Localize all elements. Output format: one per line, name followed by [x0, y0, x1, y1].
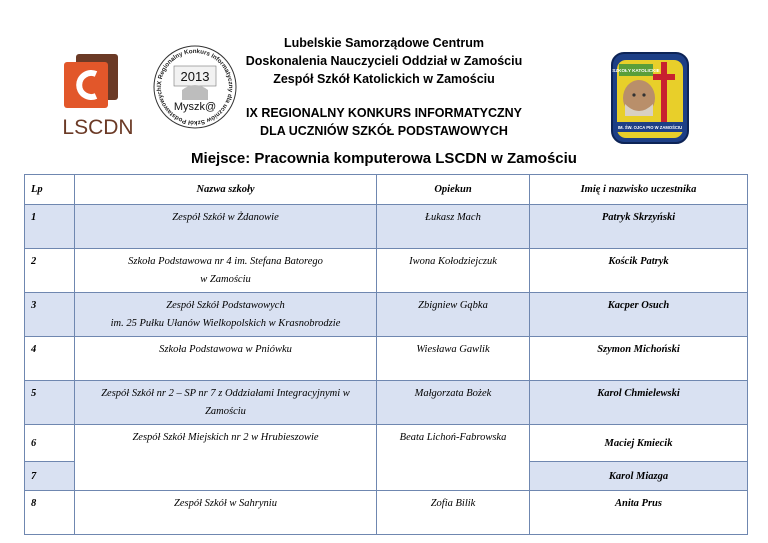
row-student: Kościk Patryk: [530, 249, 748, 293]
row-school: Zespół Szkół Podstawowych im. 25 Pułku Ułanów Wielkopolskich w Krasnobrodzie: [75, 293, 377, 337]
contest-stamp-logo: [152, 44, 238, 130]
row-teacher: Zofia Bilik: [377, 491, 530, 535]
table-row: [25, 425, 748, 462]
header-teacher: Opiekun: [377, 175, 530, 205]
header-contest-subtitle: DLA UCZNIÓW SZKÓŁ PODSTAWOWYCH: [260, 124, 508, 138]
header-institution-line1: Lubelskie Samorządowe Centrum: [283, 36, 485, 50]
school-banner-text: IM. ŚW. OJCA PIO W ZAMOŚCIU: [617, 125, 683, 130]
row-school: Zespół Szkół w Sahryniu: [75, 491, 377, 535]
row-lp: 8: [25, 491, 75, 535]
row-lp: 2: [25, 249, 75, 293]
table-row: [25, 491, 748, 535]
row-student: Patryk Skrzyński: [530, 205, 748, 249]
row-student: Szymon Michoński: [530, 337, 748, 381]
participants-table: [24, 174, 748, 535]
row-student: Kacper Osuch: [530, 293, 748, 337]
header-lp: Lp: [25, 175, 75, 205]
row-school: Szkoła Podstawowa nr 4 im. Stefana Batorego w Zamościu: [75, 249, 377, 293]
row-lp: 1: [25, 205, 75, 249]
row-student: Maciej Kmiecik: [530, 425, 748, 462]
row-teacher: Beata Lichoń-Fabrowska: [377, 425, 530, 491]
row-lp: 5: [25, 381, 75, 425]
stamp-name: Myszk@: [173, 101, 217, 113]
stamp-year: 2013: [180, 69, 210, 84]
row-lp: 3: [25, 293, 75, 337]
row-student: Anita Prus: [530, 491, 748, 535]
lscdn-logo-text: LSCDN: [62, 116, 134, 139]
lscdn-logo: [50, 52, 146, 140]
row-lp: 4: [25, 337, 75, 381]
row-teacher: Zbigniew Gąbka: [377, 293, 530, 337]
table-row: [25, 249, 748, 293]
header-contest-title: IX REGIONALNY KONKURS INFORMATYCZNY: [246, 106, 522, 120]
header-student: Imię i nazwisko uczestnika: [530, 175, 748, 205]
venue-title: Miejsce: Pracownia komputerowa LSCDN w Zamościu: [191, 150, 577, 167]
school-badge-text: SZKOŁY KATOLICKIE: [612, 68, 660, 73]
table-row: [25, 337, 748, 381]
row-lp: 7: [25, 462, 75, 491]
row-student: Karol Chmielewski: [530, 381, 748, 425]
row-school: Zespół Szkół w Żdanowie: [75, 205, 377, 249]
table-row: [25, 381, 748, 425]
header-school-line: Zespół Szkół Katolickich w Zamościu: [273, 72, 495, 86]
row-teacher: Wiesława Gawlik: [377, 337, 530, 381]
row-student: Karol Miazga: [530, 462, 748, 491]
table-header-row: [25, 175, 748, 205]
header-school: Nazwa szkoły: [75, 175, 377, 205]
row-teacher: Iwona Kołodziejczuk: [377, 249, 530, 293]
row-school: Szkoła Podstawowa w Pniówku: [75, 337, 377, 381]
table-row: [25, 205, 748, 249]
row-teacher: Łukasz Mach: [377, 205, 530, 249]
stamp-ring-text: IX Regionalny Konkurs Informatyczny dla uczniów Szkół Podstawowych: [155, 47, 235, 127]
row-lp: 6: [25, 425, 75, 462]
header-institution-line2: Doskonalenia Nauczycieli Oddział w Zamościu: [245, 54, 523, 68]
catholic-school-logo: [611, 52, 689, 144]
row-school: Zespół Szkół Miejskich nr 2 w Hrubieszowie: [75, 425, 377, 491]
row-school: Zespół Szkół nr 2 – SP nr 7 z Oddziałami Integracyjnymi w Zamościu: [75, 381, 377, 425]
table-row: [25, 293, 748, 337]
row-teacher: Małgorzata Bożek: [377, 381, 530, 425]
